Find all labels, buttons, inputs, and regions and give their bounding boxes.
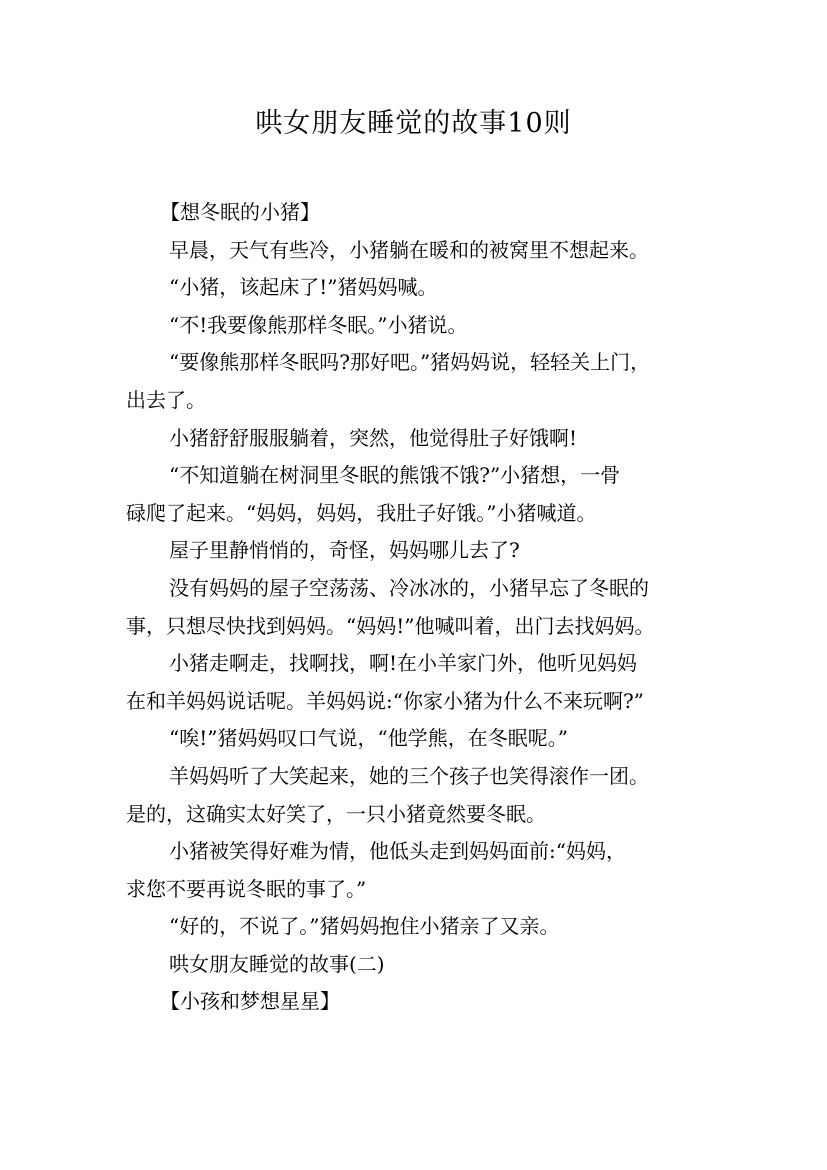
paragraph-line: “好的，不说了。”猪妈妈抱住小猪亲了又亲。 <box>169 914 560 939</box>
paragraph-line: 出去了。 <box>126 387 206 412</box>
section-heading: 【想冬眠的小猪】 <box>160 200 320 224</box>
document-body <box>126 196 716 1023</box>
paragraph-line: 羊妈妈听了大笑起来，她的三个孩子也笑得滚作一团。 <box>169 763 649 788</box>
paragraph-line: “要像熊那样冬眠吗?那好吧。”猪妈妈说，轻轻关上门， <box>169 350 651 375</box>
paragraph-line: “不!我要像熊那样冬眠。”小猪说。 <box>169 312 468 337</box>
story-subtitle: 哄女朋友睡觉的故事(二) <box>169 951 385 976</box>
paragraph-line: 求您不要再说冬眠的事了。” <box>126 876 367 901</box>
paragraph-line: 是的，这确实太好笑了，一只小猪竟然要冬眠。 <box>126 801 546 826</box>
paragraph-line: 早晨，天气有些冷，小猪躺在暖和的被窝里不想起来。 <box>169 237 649 262</box>
section-heading: 【小孩和梦想星星】 <box>160 989 340 1014</box>
paragraph-line: 事，只想尽快找到妈妈。“妈妈!”他喊叫着，出门去找妈妈。 <box>126 613 655 638</box>
paragraph-line: 小猪走啊走，找啊找，啊!在小羊家门外，他听见妈妈 <box>169 651 638 676</box>
paragraph-line: 小猪被笑得好难为情，他低头走到妈妈面前:“妈妈， <box>169 839 626 864</box>
paragraph-line: 在和羊妈妈说话呢。羊妈妈说:“你家小猪为什么不来玩啊?” <box>126 688 644 713</box>
paragraph-line: 小猪舒舒服服躺着，突然，他觉得肚子好饿啊! <box>169 425 578 450</box>
document-title: 哄女朋友睡觉的故事10则 <box>255 108 572 139</box>
paragraph-line: “不知道躺在树洞里冬眠的熊饿不饿?”小猪想，一骨 <box>169 463 621 488</box>
paragraph-line: “唉!”猪妈妈叹口气说，“他学熊，在冬眠呢。” <box>169 726 568 751</box>
paragraph-line: 没有妈妈的屋子空荡荡、冷冰冰的，小猪早忘了冬眠的 <box>169 575 649 600</box>
paragraph-line: “小猪，该起床了!”猪妈妈喊。 <box>169 275 438 300</box>
paragraph-line: 屋子里静悄悄的，奇怪，妈妈哪儿去了? <box>169 538 520 563</box>
paragraph-line: 碌爬了起来。“妈妈，妈妈，我肚子好饿。”小猪喊道。 <box>126 500 597 525</box>
